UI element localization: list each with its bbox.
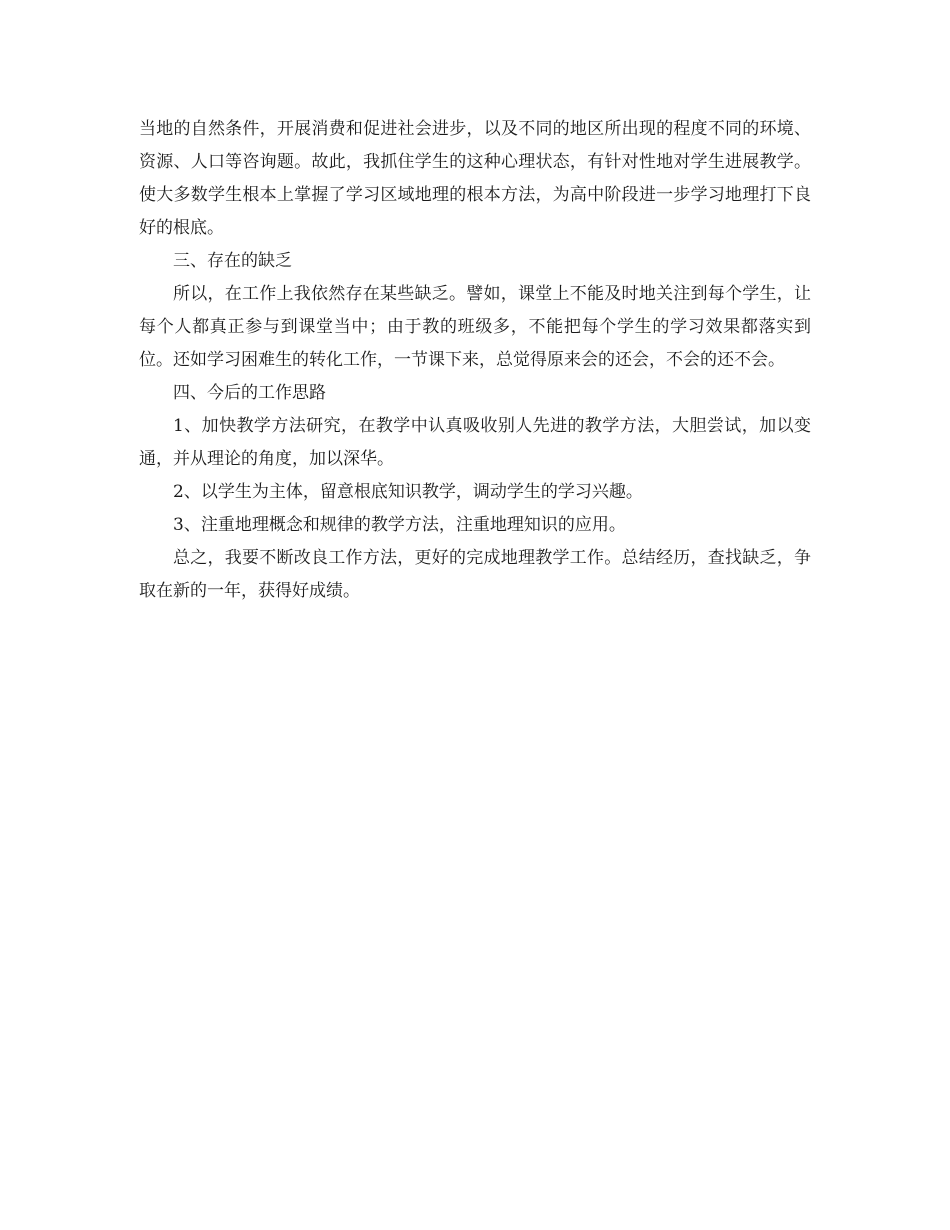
section-heading-future-plan: 四、今后的工作思路 — [173, 383, 326, 403]
plan-item-3: 3、注重地理概念和规律的教学方法，注重地理知识的应用。 — [173, 515, 626, 535]
document-body — [139, 113, 811, 608]
paragraph-continuation: 当地的自然条件，开展消费和促进社会进步，以及不同的地区所出现的程度不同的环境、资源、人口等咨询题。故此，我抓住学生的这种心理状态，有针对性地对学生进展教学。使大多数学生根本上掌握了学习区域地理的根本方法，为高中阶段进一步学习地理打下良好的根底。 — [139, 119, 811, 238]
paragraph-conclusion: 总之，我要不断改良工作方法，更好的完成地理教学工作。总结经历，查找缺乏，争取在新的一年，获得好成绩。 — [139, 548, 811, 601]
plan-item-1: 1、加快教学方法研究，在教学中认真吸收别人先进的教学方法，大胆尝试，加以变通，并从理论的角度，加以深华。 — [139, 416, 811, 469]
section-heading-shortcomings: 三、存在的缺乏 — [173, 251, 292, 271]
paragraph-shortcomings: 所以，在工作上我依然存在某些缺乏。譬如，课堂上不能及时地关注到每个学生，让每个人都真正参与到课堂当中；由于教的班级多，不能把每个学生的学习效果都落实到位。还如学习困难生的转化工作，一节课下来，总觉得原来会的还会，不会的还不会。 — [139, 284, 811, 370]
plan-item-2: 2、以学生为主体，留意根底知识教学，调动学生的学习兴趣。 — [173, 482, 643, 502]
